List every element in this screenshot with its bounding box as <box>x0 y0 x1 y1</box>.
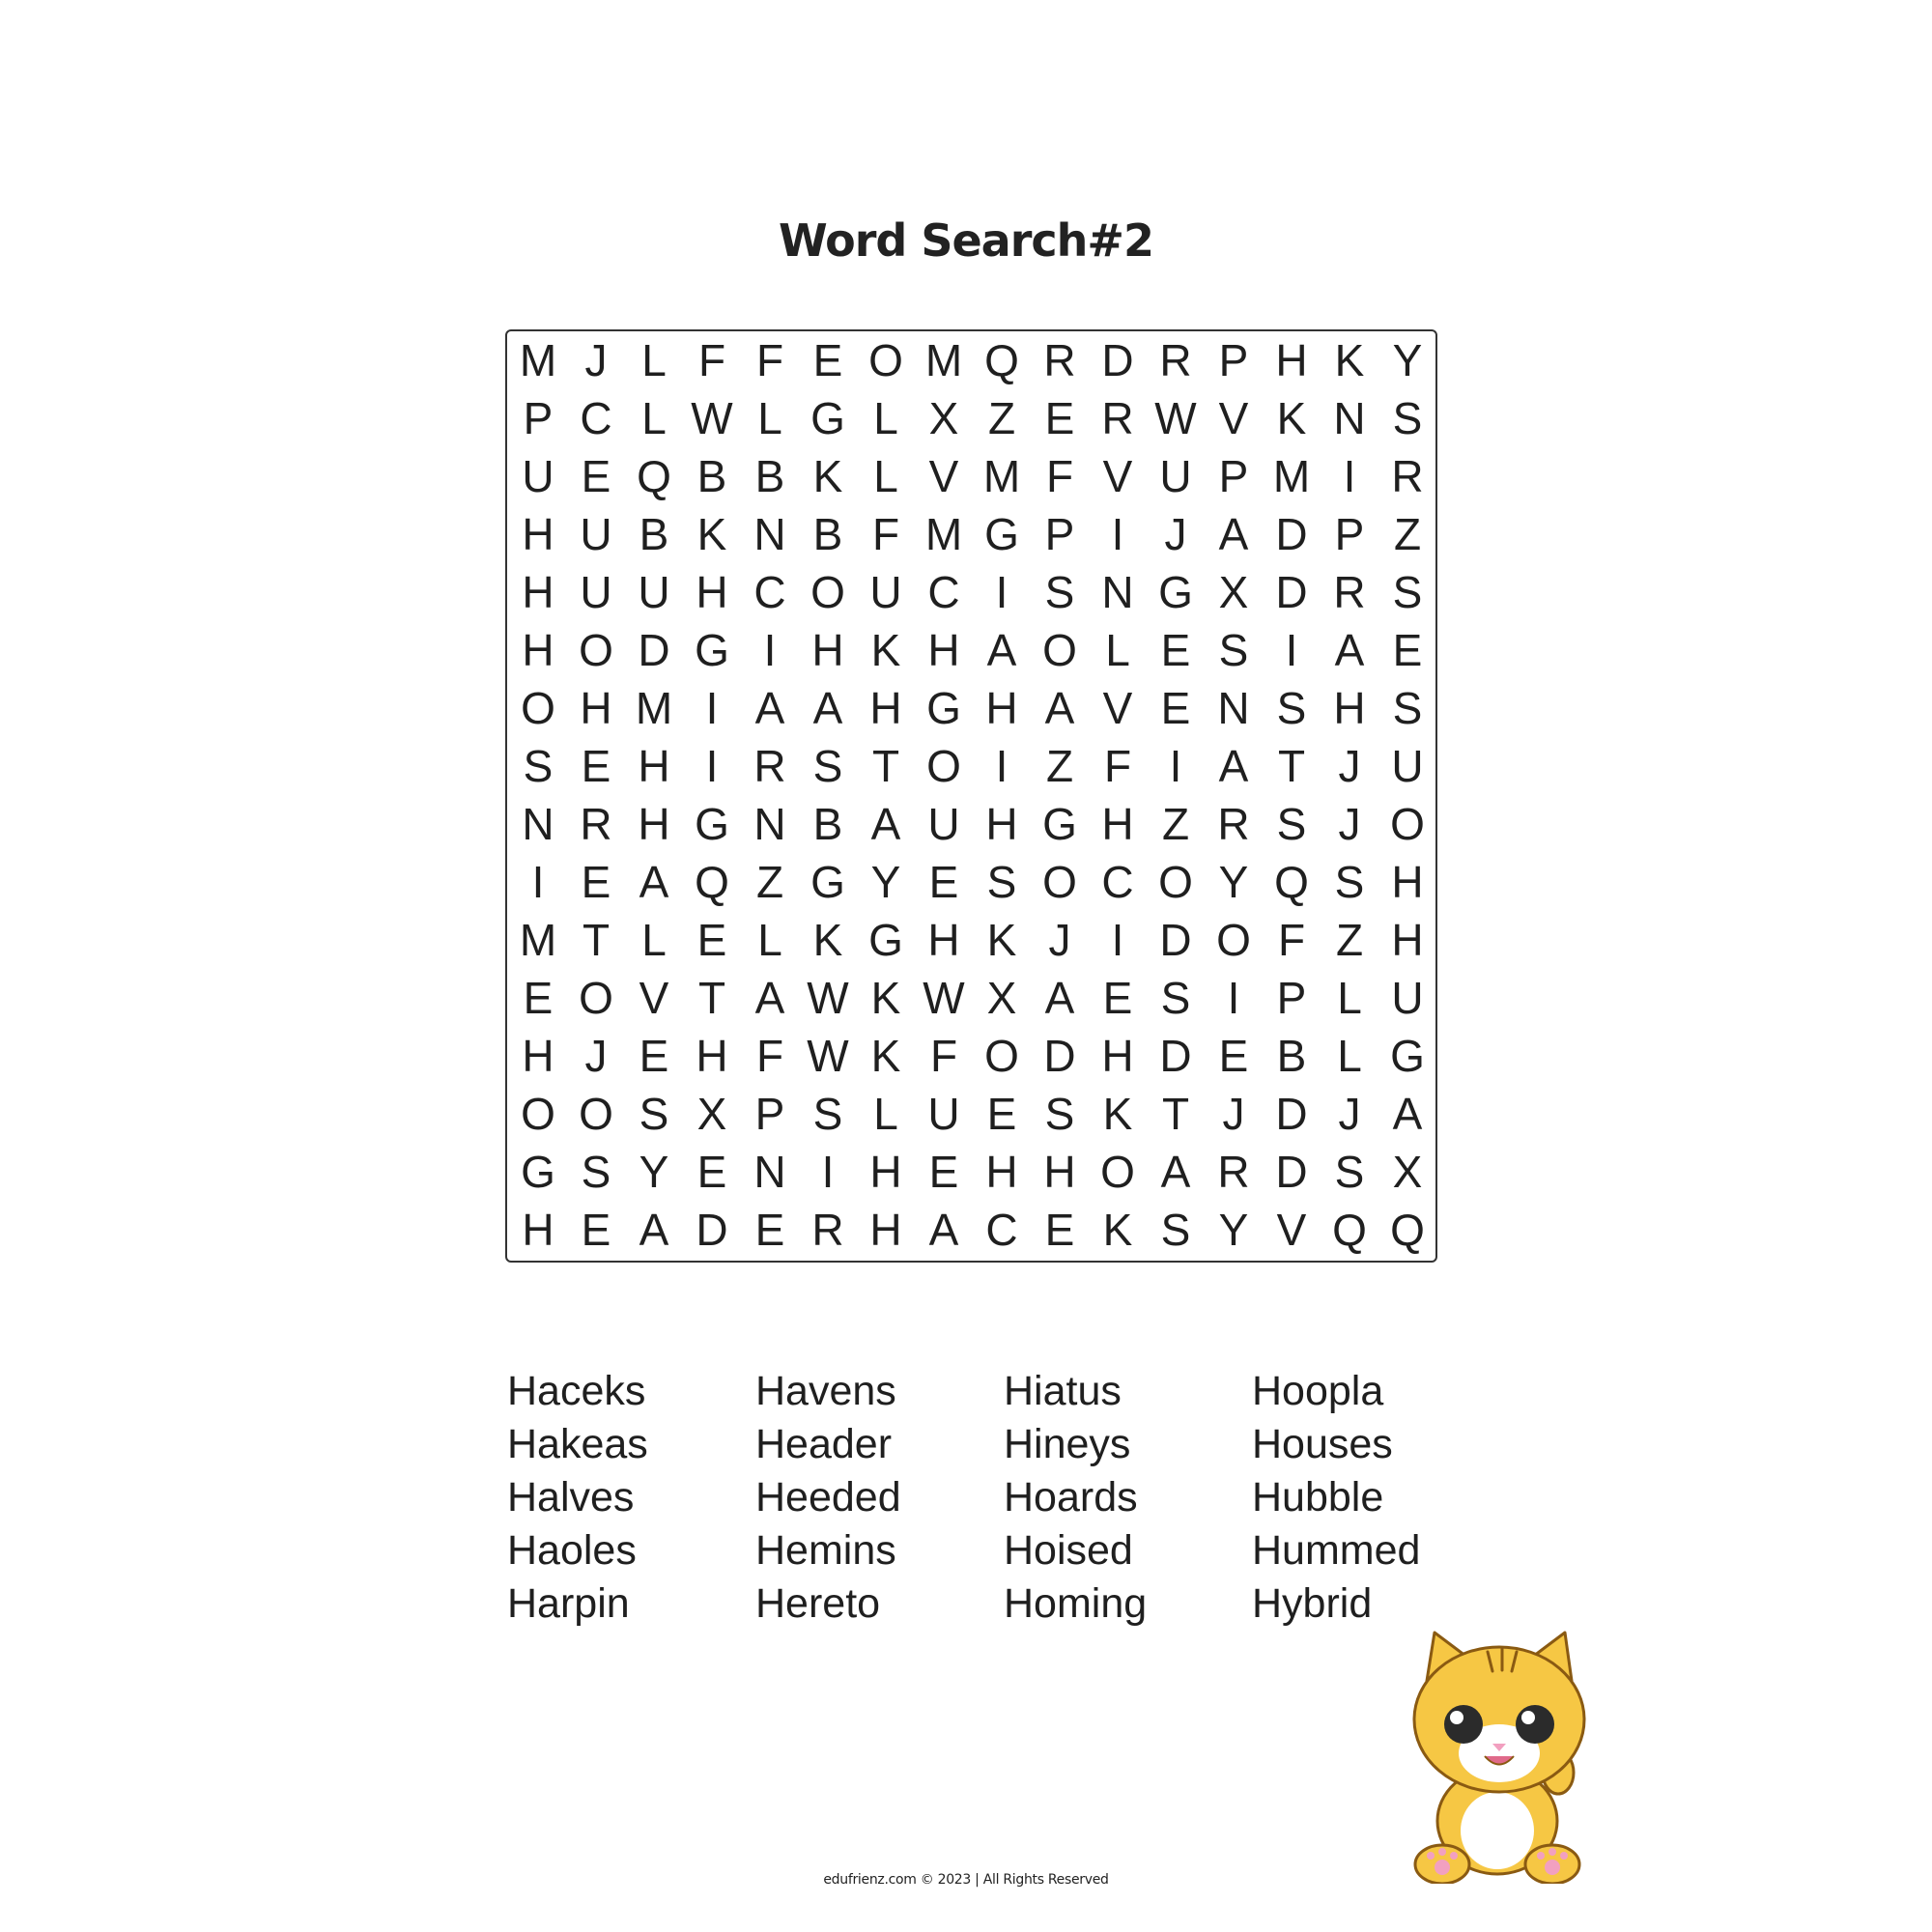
grid-letter: Z <box>1161 799 1190 849</box>
grid-letter: I <box>995 741 1009 791</box>
grid-letter: S <box>1276 683 1307 733</box>
grid-letter: H <box>985 799 1018 849</box>
grid-letter: U <box>927 1089 960 1139</box>
grid-letter: W <box>691 393 733 443</box>
grid-letter: M <box>635 683 673 733</box>
grid-letter: V <box>1218 393 1249 443</box>
grid-letter: U <box>1159 451 1192 501</box>
grid-letter: E <box>523 973 554 1023</box>
grid-letter: D <box>1159 915 1192 965</box>
grid-letter: E <box>696 1147 727 1197</box>
grid-letter: X <box>928 393 959 443</box>
grid-letter: D <box>1043 1031 1076 1081</box>
grid-letter: K <box>696 509 727 559</box>
grid-letter: Q <box>1274 857 1309 907</box>
grid-letter: I <box>1169 741 1182 791</box>
grid-letter: S <box>1044 567 1075 617</box>
grid-letter: K <box>986 915 1017 965</box>
grid-letter: C <box>927 567 960 617</box>
grid-letter: I <box>1111 915 1124 965</box>
grid-letter: N <box>753 509 786 559</box>
grid-letter: H <box>985 1147 1018 1197</box>
grid-letter: F <box>755 1031 784 1081</box>
grid-letter: O <box>1158 857 1193 907</box>
grid-letter: H <box>522 625 554 675</box>
grid-letter: Z <box>1393 509 1422 559</box>
grid-letter: G <box>926 683 961 733</box>
grid-letter: N <box>1217 683 1250 733</box>
grid-letter: I <box>1285 625 1298 675</box>
grid-letter: K <box>1102 1205 1133 1255</box>
grid-letter: P <box>754 1089 785 1139</box>
grid-letter: K <box>1276 393 1307 443</box>
grid-letter: G <box>810 393 845 443</box>
grid-letter: N <box>1333 393 1366 443</box>
grid-letter: T <box>871 741 900 791</box>
grid-letter: X <box>696 1089 727 1139</box>
word-list-item: Haceks <box>507 1368 646 1414</box>
grid-letter: H <box>1333 683 1366 733</box>
grid-letter: R <box>811 1205 844 1255</box>
grid-letter: P <box>1276 973 1307 1023</box>
grid-letter: L <box>1337 973 1362 1023</box>
grid-letter: L <box>1105 625 1130 675</box>
grid-letter: D <box>1275 509 1308 559</box>
grid-letter: G <box>695 799 729 849</box>
grid-letter: H <box>522 509 554 559</box>
word-list-item: Hiatus <box>1004 1368 1122 1414</box>
grid-letter: J <box>1338 741 1361 791</box>
grid-letter: B <box>1276 1031 1307 1081</box>
word-list-item: Hereto <box>755 1580 881 1627</box>
grid-letter: A <box>870 799 901 849</box>
page-title: Word Search#2 <box>779 214 1153 267</box>
grid-letter: E <box>1102 973 1133 1023</box>
grid-letter: B <box>639 509 669 559</box>
grid-letter: H <box>927 915 960 965</box>
grid-letter: S <box>1160 973 1191 1023</box>
grid-letter: A <box>1334 625 1365 675</box>
grid-letter: Y <box>870 857 901 907</box>
word-list-item: Hoised <box>1004 1527 1133 1574</box>
grid-letter: A <box>928 1205 959 1255</box>
grid-letter: G <box>810 857 845 907</box>
grid-letter: D <box>1101 335 1134 385</box>
grid-letter: T <box>1161 1089 1190 1139</box>
word-list <box>507 1365 1473 1631</box>
grid-letter: O <box>521 683 555 733</box>
grid-letter: D <box>1159 1031 1192 1081</box>
grid-letter: E <box>1160 625 1191 675</box>
grid-letter: K <box>870 1031 901 1081</box>
grid-letter: V <box>1102 683 1133 733</box>
grid-letter: X <box>1218 567 1249 617</box>
grid-letter: C <box>985 1205 1018 1255</box>
word-list-item: Hemins <box>755 1527 896 1574</box>
cat-mascot-illustration <box>1406 1628 1594 1884</box>
grid-letter: S <box>1392 683 1423 733</box>
grid-letter: M <box>1272 451 1311 501</box>
copyright-footer: edufrienz.com © 2023 | All Rights Reserved <box>823 1872 1109 1888</box>
grid-letter: E <box>1044 1205 1075 1255</box>
grid-letter: E <box>986 1089 1017 1139</box>
grid-letter: F <box>871 509 900 559</box>
grid-letter: W <box>1154 393 1197 443</box>
grid-letter: E <box>581 1205 611 1255</box>
grid-letter: P <box>523 393 554 443</box>
grid-letter: I <box>821 1147 835 1197</box>
grid-letter: D <box>638 625 670 675</box>
grid-letter: G <box>868 915 903 965</box>
grid-letter: S <box>1218 625 1249 675</box>
grid-letter: B <box>754 451 785 501</box>
grid-letter: Z <box>1045 741 1074 791</box>
grid-letter: G <box>521 1147 555 1197</box>
grid-letter: O <box>926 741 961 791</box>
grid-letter: H <box>522 1031 554 1081</box>
grid-letter: G <box>695 625 729 675</box>
grid-letter: I <box>531 857 545 907</box>
word-list-item: Hoards <box>1004 1474 1138 1520</box>
grid-letter: L <box>757 393 782 443</box>
grid-letter: J <box>584 335 608 385</box>
grid-letter: W <box>807 1031 849 1081</box>
grid-letter: Q <box>637 451 671 501</box>
grid-letter: S <box>1334 857 1365 907</box>
grid-letter: F <box>697 335 726 385</box>
grid-letter: K <box>870 625 901 675</box>
grid-letter: E <box>581 451 611 501</box>
grid-letter: D <box>696 1205 728 1255</box>
grid-letter: F <box>1103 741 1132 791</box>
grid-letter: C <box>753 567 786 617</box>
grid-letter: I <box>1111 509 1124 559</box>
grid-letter: I <box>763 625 777 675</box>
grid-letter: O <box>1042 625 1077 675</box>
grid-letter: Y <box>639 1147 669 1197</box>
grid-letter: O <box>579 1089 613 1139</box>
grid-letter: E <box>1160 683 1191 733</box>
grid-letter: M <box>519 915 557 965</box>
grid-letter: E <box>696 915 727 965</box>
grid-letter: P <box>1218 335 1249 385</box>
grid-letter: D <box>1275 1147 1308 1197</box>
grid-letter: F <box>755 335 784 385</box>
grid-letter: B <box>812 799 843 849</box>
grid-letter: R <box>1217 799 1250 849</box>
word-list-item: Header <box>755 1421 893 1467</box>
grid-letter: O <box>579 625 613 675</box>
grid-letter: Q <box>695 857 729 907</box>
grid-letter: K <box>1102 1089 1133 1139</box>
grid-letter: A <box>1044 973 1075 1023</box>
grid-letter: L <box>757 915 782 965</box>
grid-letter: M <box>519 335 557 385</box>
grid-letter: F <box>1045 451 1074 501</box>
grid-letter: R <box>1217 1147 1250 1197</box>
grid-letter: J <box>1048 915 1071 965</box>
grid-letter: E <box>581 857 611 907</box>
word-list-item: Hineys <box>1004 1421 1131 1467</box>
word-list-item: Halves <box>507 1474 635 1520</box>
word-list-item: Haoles <box>507 1527 637 1574</box>
grid-letter: Y <box>1218 857 1249 907</box>
grid-letter: U <box>927 799 960 849</box>
grid-letter: L <box>641 393 667 443</box>
grid-letter: H <box>580 683 612 733</box>
grid-letter: A <box>1392 1089 1423 1139</box>
grid-letter: S <box>812 741 843 791</box>
grid-letter: H <box>927 625 960 675</box>
grid-letter: J <box>584 1031 608 1081</box>
grid-letter: I <box>705 741 719 791</box>
grid-letter: O <box>1390 799 1425 849</box>
grid-letter: L <box>1337 1031 1362 1081</box>
grid-letter: N <box>1101 567 1134 617</box>
grid-letter: U <box>1391 973 1424 1023</box>
grid-letter: E <box>1218 1031 1249 1081</box>
grid-letter: Q <box>1390 1205 1425 1255</box>
grid-letter: I <box>995 567 1009 617</box>
grid-letter: H <box>696 1031 728 1081</box>
grid-letter: S <box>639 1089 669 1139</box>
grid-letter: O <box>579 973 613 1023</box>
grid-letter: E <box>754 1205 785 1255</box>
grid-letter: A <box>812 683 843 733</box>
grid-letter: S <box>1334 1147 1365 1197</box>
grid-letter: T <box>1277 741 1306 791</box>
grid-letter: E <box>1044 393 1075 443</box>
grid-letter: E <box>928 1147 959 1197</box>
grid-letter: E <box>639 1031 669 1081</box>
grid-letter: R <box>1333 567 1366 617</box>
grid-letter: H <box>1391 857 1424 907</box>
grid-letter: U <box>522 451 554 501</box>
grid-letter: R <box>1159 335 1192 385</box>
grid-letter: I <box>1227 973 1240 1023</box>
grid-letter: V <box>1276 1205 1307 1255</box>
grid-letter: V <box>639 973 669 1023</box>
grid-letter: K <box>812 915 843 965</box>
grid-letter: Y <box>1218 1205 1249 1255</box>
grid-letter: U <box>580 567 612 617</box>
grid-letter: R <box>1043 335 1076 385</box>
grid-letter: S <box>1160 1205 1191 1255</box>
grid-letter: A <box>754 683 785 733</box>
grid-letter: R <box>580 799 612 849</box>
grid-letter: N <box>522 799 554 849</box>
grid-letter: K <box>870 973 901 1023</box>
grid-letter: O <box>521 1089 555 1139</box>
grid-letter: E <box>581 741 611 791</box>
grid-letter: H <box>522 567 554 617</box>
grid-letter: F <box>929 1031 958 1081</box>
grid-letter: U <box>638 567 670 617</box>
grid-letter: D <box>1275 567 1308 617</box>
grid-letter: O <box>868 335 903 385</box>
grid-letter: H <box>1043 1147 1076 1197</box>
grid-letter: O <box>1100 1147 1135 1197</box>
grid-letter: A <box>1218 741 1249 791</box>
grid-letter: O <box>1216 915 1251 965</box>
grid-letter: H <box>869 683 902 733</box>
word-list-item: Hoopla <box>1252 1368 1384 1414</box>
grid-letter: W <box>807 973 849 1023</box>
grid-letter: A <box>639 1205 669 1255</box>
grid-letter: X <box>986 973 1017 1023</box>
grid-letter: P <box>1044 509 1075 559</box>
grid-letter: X <box>1392 1147 1423 1197</box>
word-list-item: Harpin <box>507 1580 630 1627</box>
grid-letter: L <box>641 915 667 965</box>
grid-letter: L <box>873 1089 898 1139</box>
grid-letter: E <box>1392 625 1423 675</box>
grid-letter: H <box>869 1205 902 1255</box>
grid-letter: S <box>581 1147 611 1197</box>
grid-letter: H <box>1101 799 1134 849</box>
grid-letter: I <box>1343 451 1356 501</box>
grid-letter: C <box>580 393 612 443</box>
grid-letter: U <box>869 567 902 617</box>
grid-letter: G <box>1390 1031 1425 1081</box>
grid-letter: S <box>986 857 1017 907</box>
grid-letter: J <box>1338 1089 1361 1139</box>
grid-letter: U <box>1391 741 1424 791</box>
word-list-item: Hybrid <box>1252 1580 1373 1627</box>
grid-letter: R <box>1101 393 1134 443</box>
grid-letter: T <box>582 915 611 965</box>
grid-letter: S <box>523 741 554 791</box>
grid-letter: H <box>869 1147 902 1197</box>
word-list-item: Hubble <box>1252 1474 1384 1520</box>
grid-letter: H <box>1391 915 1424 965</box>
grid-letter: V <box>928 451 959 501</box>
puzzle-grid <box>509 331 1436 1259</box>
grid-letter: Z <box>755 857 784 907</box>
grid-letter: S <box>1044 1089 1075 1139</box>
grid-letter: L <box>641 335 667 385</box>
grid-letter: H <box>638 799 670 849</box>
grid-letter: Q <box>1332 1205 1367 1255</box>
grid-letter: A <box>986 625 1017 675</box>
grid-letter: H <box>1275 335 1308 385</box>
grid-letter: G <box>984 509 1019 559</box>
grid-letter: Z <box>1335 915 1364 965</box>
grid-letter: E <box>928 857 959 907</box>
grid-letter: O <box>984 1031 1019 1081</box>
grid-letter: E <box>812 335 843 385</box>
grid-letter: H <box>985 683 1018 733</box>
grid-letter: S <box>1392 567 1423 617</box>
grid-letter: J <box>1338 799 1361 849</box>
grid-letter: C <box>1101 857 1134 907</box>
grid-letter: J <box>1164 509 1187 559</box>
grid-letter: H <box>696 567 728 617</box>
grid-letter: H <box>638 741 670 791</box>
grid-letter: A <box>754 973 785 1023</box>
grid-letter: A <box>1044 683 1075 733</box>
grid-letter: N <box>753 1147 786 1197</box>
grid-letter: T <box>697 973 726 1023</box>
grid-letter: O <box>1042 857 1077 907</box>
grid-letter: A <box>1218 509 1249 559</box>
grid-letter: B <box>812 509 843 559</box>
grid-letter: H <box>811 625 844 675</box>
grid-letter: K <box>812 451 843 501</box>
grid-letter: B <box>696 451 727 501</box>
grid-letter: Q <box>984 335 1019 385</box>
grid-letter: S <box>812 1089 843 1139</box>
grid-letter: W <box>923 973 965 1023</box>
grid-letter: H <box>522 1205 554 1255</box>
grid-letter: F <box>1277 915 1306 965</box>
grid-letter: M <box>924 335 963 385</box>
word-list-item: Hummed <box>1252 1527 1421 1574</box>
grid-letter: R <box>753 741 786 791</box>
grid-letter: L <box>873 451 898 501</box>
grid-letter: V <box>1102 451 1133 501</box>
grid-letter: G <box>1158 567 1193 617</box>
grid-letter: M <box>982 451 1021 501</box>
grid-letter: Z <box>987 393 1016 443</box>
grid-letter: U <box>580 509 612 559</box>
grid-letter: G <box>1042 799 1077 849</box>
grid-letter: D <box>1275 1089 1308 1139</box>
grid-letter: K <box>1334 335 1365 385</box>
grid-letter: S <box>1392 393 1423 443</box>
grid-letter: S <box>1276 799 1307 849</box>
grid-letter: M <box>924 509 963 559</box>
word-list-item: Havens <box>755 1368 896 1414</box>
grid-letter: H <box>1101 1031 1134 1081</box>
word-list-item: Houses <box>1252 1421 1393 1467</box>
grid-letter: N <box>753 799 786 849</box>
grid-letter: O <box>810 567 845 617</box>
grid-letter: P <box>1218 451 1249 501</box>
grid-letter: I <box>705 683 719 733</box>
grid-letter: A <box>1160 1147 1191 1197</box>
grid-letter: L <box>873 393 898 443</box>
grid-letter: J <box>1222 1089 1245 1139</box>
grid-letter: Y <box>1392 335 1423 385</box>
word-list-item: Homing <box>1004 1580 1148 1627</box>
word-list-item: Heeded <box>755 1474 901 1520</box>
grid-letter: P <box>1334 509 1365 559</box>
grid-letter: A <box>639 857 669 907</box>
word-list-item: Hakeas <box>507 1421 648 1467</box>
grid-letter: R <box>1391 451 1424 501</box>
